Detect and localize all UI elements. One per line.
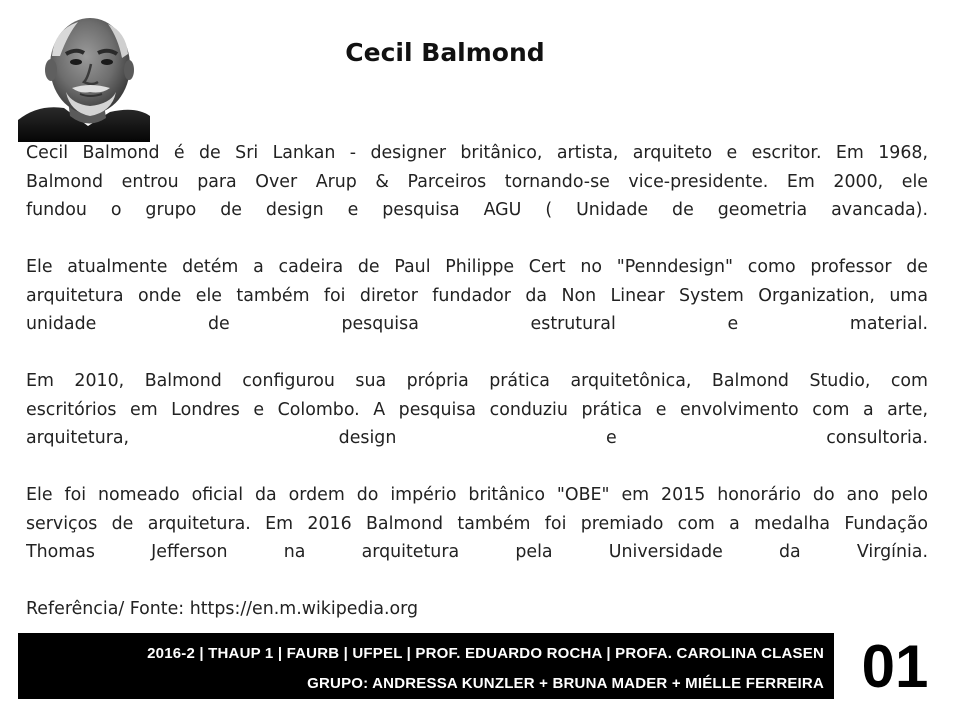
footer-course-info: 2016-2 | THAUP 1 | FAURB | UFPEL | PROF. EDUARDO ROCHA | PROFA. CAROLINA CLASEN [147,645,824,662]
paragraph [26,481,928,567]
text-line: Ele foi nomeado oficial da ordem do império britânico "OBE" em 2015 honorário do ano pelo [26,485,928,505]
page-number: 01 [861,633,929,700]
portrait-illustration [18,8,150,142]
text-line: serviços de arquitetura. Em 2016 Balmond também foi premiado com a medalha Fundação [26,513,928,534]
footer-group-members: GRUPO: ANDRESSA KUNZLER + BRUNA MADER + MIÉLLE FERREIRA [307,675,824,692]
text-line: Ele atualmente detém a cadeira de Paul Philippe Cert no "Penndesign" como professor de [26,257,928,277]
text-line: Cecil Balmond é de Sri Lankan - designer britânico, artista, arquiteto e escritor. Em 1968, [26,143,928,163]
page-title: Cecil Balmond [345,38,545,67]
text-line: unidade de pesquisa estrutural e material. [26,314,928,334]
text-line: Balmond entrou para Over Arup & Parceiros tornando-se vice-presidente. Em 2000, ele [26,171,928,192]
text-line: arquitetura, design e consultoria. [26,428,928,448]
reference-line: Referência/ Fonte: https://en.m.wikipedia.org [26,599,419,619]
paragraph [26,253,928,339]
portrait-photo [18,8,150,142]
biography-text [26,139,928,624]
paragraph [26,367,928,453]
text-line: Thomas Jefferson na arquitetura pela Universidade da Virgínia. [26,542,928,562]
footer-bar [18,633,834,699]
text-line: fundou o grupo de design e pesquisa AGU ( Unidade de geometria avancada). [26,200,928,220]
text-line: escritórios em Londres e Colombo. A pesquisa conduziu prática e envolvimento com a arte, [26,399,928,420]
text-line: arquitetura onde ele também foi diretor fundador da Non Linear System Organization, uma [26,285,928,306]
text-line: Em 2010, Balmond configurou sua própria prática arquitetônica, Balmond Studio, com [26,371,928,391]
paragraph [26,139,928,225]
